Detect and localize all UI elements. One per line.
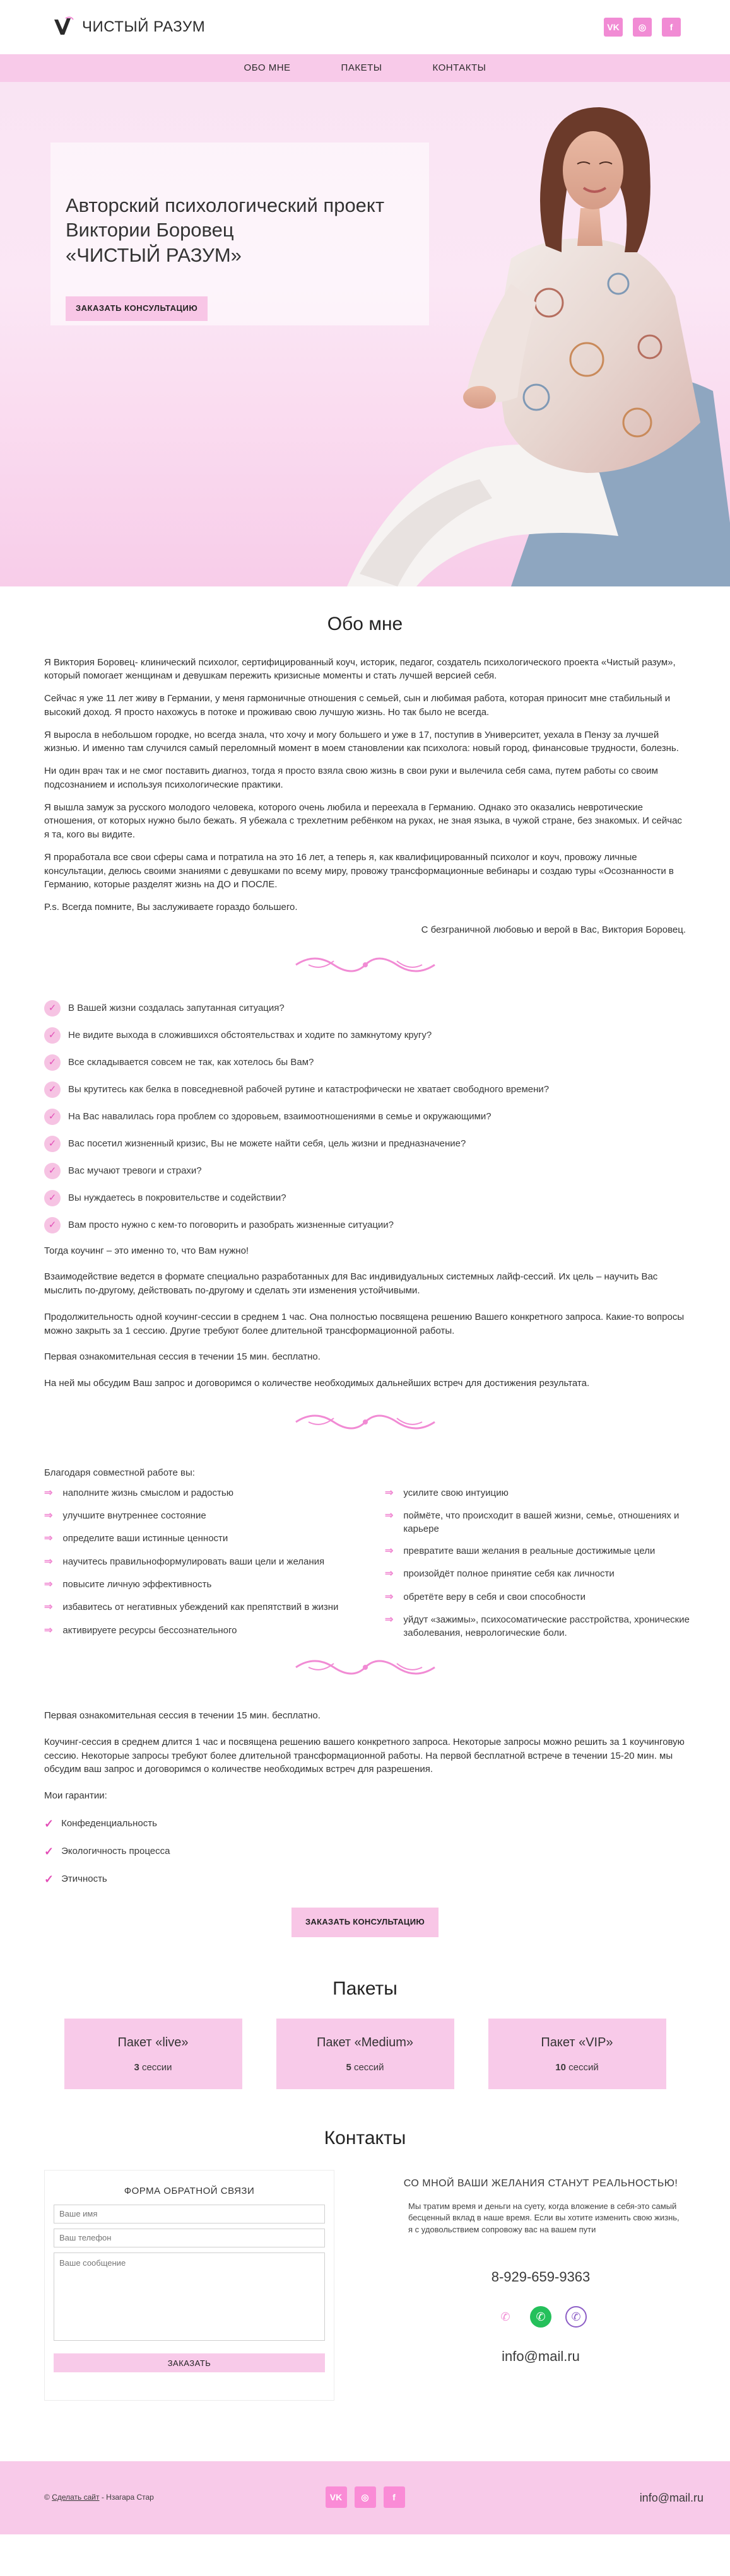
contact-headline: СО МНОЙ ВАШИ ЖЕЛАНИЯ СТАНУТ РЕАЛЬНОСТЬЮ! bbox=[403, 2177, 678, 2189]
about-section bbox=[0, 586, 730, 937]
facebook-icon[interactable]: f bbox=[384, 2486, 405, 2508]
hero-title-line1: Авторский психологический проект bbox=[66, 194, 385, 216]
facebook-icon[interactable]: f bbox=[662, 18, 681, 37]
check-icon: ✓ bbox=[44, 1217, 61, 1233]
problem-item: ✓ Вам просто нужно с кем-то поговорить и разобрать жизненные ситуации? bbox=[44, 1217, 686, 1233]
footer-socials bbox=[326, 2486, 405, 2508]
hero-title bbox=[66, 193, 414, 267]
problem-item: ✓ Вас мучают тревоги и страхи? bbox=[44, 1163, 686, 1179]
benefits-left-column bbox=[44, 1486, 372, 1649]
phone-input[interactable] bbox=[54, 2229, 325, 2247]
arrow-right-icon: ⇒ bbox=[44, 1487, 53, 1498]
nav-item-contacts[interactable]: КОНТАКТЫ bbox=[432, 62, 486, 74]
benefit-item: ⇒ превратите ваши желания в реальные достижимые цели bbox=[385, 1544, 700, 1558]
about-paragraph: Я выросла в небольшом городке, но всегда знала, что хочу и могу большего и уже в 17, поступив в Университет, уехала в Пензу за лучшей жизнью. И именно там случился самый переломный момент в моем становлении как психолога: новый город, финансовые трудности, болезнь. bbox=[44, 729, 679, 754]
problem-item: ✓ Вы нуждаетесь в покровительстве и содействии? bbox=[44, 1190, 686, 1206]
contact-text: Мы тратим время и деньги на суету, когда вложение в себя-это самый бесценный вклад в наше время. Если вы хотите изменить свою жизнь, я с удовольствием сопровожу вас на вашем пути bbox=[408, 2201, 680, 2234]
check-icon: ✓ bbox=[44, 1136, 61, 1152]
about-paragraph: Ни один врач так и не смог поставить диагноз, тогда я просто взяла свою жизнь в свои руки и вылечила себя сама, путем работы со своим подсознанием и используя психологические практики. bbox=[44, 766, 658, 790]
problem-item: ✓ Все складывается совсем не так, как хотелось бы Вам? bbox=[44, 1054, 686, 1071]
about-paragraph: Я Виктория Боровец- клинический психолог, сертифицированный коуч, историк, педагог, создатель психологического проекта «Чистый разум», который помогает женщинам и девушкам пережить кризисные моменты и стать лучшей версией себя. bbox=[44, 656, 676, 682]
problem-item: ✓ На Вас навалилась гора проблем со здоровьем, взаимоотношениями в семье и окружающими? bbox=[44, 1109, 686, 1125]
check-icon: ✓ bbox=[44, 1873, 54, 1885]
about-paragraph: P.s. Всегда помните, Вы заслуживаете гораздо большего. bbox=[44, 902, 298, 912]
main-nav bbox=[0, 54, 730, 82]
problem-item: ✓ Вы крутитесь как белка в повседневной рабочей рутине и катастрофически не хватает свободного времени? bbox=[44, 1081, 686, 1098]
whatsapp-icon[interactable]: ✆ bbox=[530, 2306, 551, 2328]
arrow-right-icon: ⇒ bbox=[44, 1579, 53, 1590]
packets-row bbox=[0, 2019, 730, 2089]
order-consultation-button[interactable]: ЗАКАЗАТЬ КОНСУЛЬТАЦИЮ bbox=[291, 1908, 439, 1937]
logo[interactable] bbox=[52, 16, 205, 38]
coaching-text: Продолжительность одной коучинг-сессии в среднем 1 час. Она полностью посвящена решению Вашего конкретного запроса. Какие-то вопросы можно закрыть за 1 сессию. Другие требуют более длительной трансформационной работы. bbox=[44, 1311, 685, 1336]
form-title: ФОРМА ОБРАТНОЙ СВЯЗИ bbox=[124, 2185, 255, 2196]
packet-name: Пакет «VIP» bbox=[541, 2036, 613, 2050]
instagram-icon[interactable]: ◎ bbox=[633, 18, 652, 37]
benefits-section bbox=[0, 1441, 730, 1648]
guarantee-item: ✓ Экологичность процесса bbox=[44, 1843, 686, 1860]
problems-section bbox=[0, 984, 730, 1390]
benefit-item: ⇒ наполните жизнь смыслом и радостью bbox=[44, 1486, 372, 1500]
guarantee-item: ✓ Этичность bbox=[44, 1871, 686, 1887]
packets-title: Пакеты bbox=[333, 1978, 397, 1999]
contact-info bbox=[396, 2170, 686, 2401]
about-paragraph: Сейчас я уже 11 лет живу в Германии, у меня гармоничные отношения с семьей, сын и любимая работа, которая приносит мне стабильный и высокий доход. Я просто нахожусь в потоке и проживаю свою лучшую жизнь. Но так было не всегда. bbox=[44, 693, 671, 718]
arrow-right-icon: ⇒ bbox=[385, 1510, 394, 1521]
viber-icon[interactable]: ✆ bbox=[565, 2306, 587, 2328]
footer-copyright: © Сделать сайт - Нзагара Стар bbox=[44, 2493, 154, 2502]
ornament-divider bbox=[0, 1648, 730, 1686]
hero-title-line3: «ЧИСТЫЙ РАЗУМ» bbox=[66, 243, 242, 266]
about-title: Обо мне bbox=[327, 614, 403, 634]
coaching-text: Взаимодействие ведется в формате специально разработанных для Вас индивидуальных системных лайф-сессий. Их цель – научить Вас мыслить по-другому, действовать по-другому и сделать эти изменения устойчивыми. bbox=[44, 1271, 658, 1296]
nav-item-packets[interactable]: ПАКЕТЫ bbox=[341, 62, 382, 74]
arrow-right-icon: ⇒ bbox=[44, 1556, 53, 1567]
benefit-item: ⇒ определите ваши истинные ценности bbox=[44, 1532, 372, 1546]
vk-icon[interactable]: VK bbox=[604, 18, 623, 37]
packets-section bbox=[0, 1937, 730, 2090]
guarantees-title: Мои гарантии: bbox=[44, 1790, 107, 1802]
benefits-right-column bbox=[385, 1486, 700, 1649]
session-text: Первая ознакомительная сессия в течении 15 мин. бесплатно. bbox=[44, 1710, 321, 1722]
problem-item: ✓ Вас посетил жизненный кризис, Вы не можете найти себя, цель жизни и предназначение? bbox=[44, 1136, 686, 1152]
packet-name: Пакет «Medium» bbox=[316, 2036, 414, 2050]
instagram-icon[interactable]: ◎ bbox=[355, 2486, 376, 2508]
header-socials bbox=[604, 18, 681, 37]
contacts-section bbox=[0, 2089, 730, 2401]
check-icon: ✓ bbox=[44, 1109, 61, 1125]
ornament-icon bbox=[290, 952, 441, 977]
problem-item: ✓ В Вашей жизни создалась запутанная ситуация? bbox=[44, 1000, 686, 1017]
submit-button[interactable]: ЗАКАЗАТЬ bbox=[54, 2353, 325, 2372]
packet-sessions: 10 сессий bbox=[555, 2062, 599, 2073]
benefit-item: ⇒ поймёте, что происходит в вашей жизни, семье, отношениях и карьере bbox=[385, 1510, 680, 1534]
packet-card-vip[interactable] bbox=[488, 2019, 666, 2089]
message-textarea[interactable] bbox=[54, 2253, 325, 2341]
benefits-intro: Благодаря совместной работе вы: bbox=[44, 1467, 195, 1478]
benefits-grid bbox=[44, 1486, 690, 1649]
about-paragraph: Я проработала все свои сферы сама и потратила на это 16 лет, а теперь я, как квалифицированный психолог и коуч, провожу личные консультации, делюсь своими знаниями с девушками по всему миру, провожу трансформационные вебинары и создаю туры «Осознанности в Германию, которые разделят жизнь на ДО и ПОСЛЕ. bbox=[44, 851, 674, 890]
header bbox=[0, 0, 730, 54]
arrow-right-icon: ⇒ bbox=[44, 1602, 53, 1613]
messenger-icons bbox=[396, 2306, 686, 2328]
benefit-item: ⇒ активируете ресурсы бессознательного bbox=[44, 1624, 372, 1638]
arrow-right-icon: ⇒ bbox=[385, 1568, 394, 1580]
packet-sessions: 5 сессий bbox=[346, 2062, 384, 2073]
session-section bbox=[0, 1686, 730, 1937]
check-icon: ✓ bbox=[44, 1000, 61, 1017]
benefit-item: ⇒ научитесь правильноформулировать ваши цели и желания bbox=[44, 1555, 372, 1569]
packet-card-medium[interactable] bbox=[276, 2019, 454, 2089]
check-icon: ✓ bbox=[44, 1817, 54, 1830]
benefit-item: ⇒ усилите свою интуицию bbox=[385, 1486, 700, 1500]
packet-sessions: 3 сессии bbox=[134, 2062, 172, 2073]
coaching-text: Первая ознакомительная сессия в течении 15 мин. бесплатно. bbox=[44, 1351, 321, 1363]
arrow-right-icon: ⇒ bbox=[44, 1533, 53, 1544]
name-input[interactable] bbox=[54, 2205, 325, 2223]
arrow-right-icon: ⇒ bbox=[385, 1487, 394, 1498]
packet-name: Пакет «live» bbox=[117, 2036, 189, 2050]
contact-phone[interactable]: 8-929-659-9363 bbox=[491, 2268, 591, 2285]
packet-card-live[interactable] bbox=[64, 2019, 242, 2089]
hero-title-line2: Виктории Боровец bbox=[66, 219, 234, 242]
vk-icon[interactable]: VK bbox=[326, 2486, 347, 2508]
check-icon: ✓ bbox=[44, 1163, 61, 1179]
nav-item-about[interactable]: ОБО МНЕ bbox=[244, 62, 291, 74]
session-text: Коучинг-сессия в среднем длится 1 час и посвящена решению вашего конкретного запроса. Некоторые запросы можно решить за 1 коучинговую сессию. Некоторые запросы требуют более длительной трансформационной работы. На первой бесплатной встрече в течении 15-20 мин. мы обсудим ваш запрос и договоримся о количестве необходимых встреч для разрешения. bbox=[44, 1736, 685, 1775]
logo-text: ЧИСТЫЙ РАЗУМ bbox=[82, 18, 206, 35]
benefit-item: ⇒ произойдёт полное принятие себя как личности bbox=[385, 1567, 700, 1581]
benefit-item: ⇒ уйдут «зажимы», психосоматические расстройства, хронические заболевания, неврологические боли. bbox=[385, 1614, 690, 1639]
feedback-form bbox=[44, 2170, 334, 2401]
check-icon: ✓ bbox=[44, 1054, 61, 1071]
phone-icon[interactable]: ✆ bbox=[500, 2310, 510, 2323]
arrow-right-icon: ⇒ bbox=[385, 1591, 394, 1602]
benefit-item: ⇒ повысите личную эффективность bbox=[44, 1578, 372, 1592]
arrow-right-icon: ⇒ bbox=[44, 1624, 53, 1636]
contacts-row bbox=[0, 2170, 730, 2401]
coaching-text: На ней мы обсудим Ваш запрос и договоримся о количестве необходимых дальнейших встреч для достижения результата. bbox=[44, 1378, 590, 1389]
footer-link[interactable]: Сделать сайт bbox=[52, 2493, 100, 2502]
logo-v-icon bbox=[52, 16, 74, 38]
check-icon: ✓ bbox=[44, 1190, 61, 1206]
order-button-wrap bbox=[44, 1908, 686, 1937]
guarantee-item: ✓ Конфеденциальность bbox=[44, 1815, 686, 1832]
about-signature: С безграничной любовью и верой в Вас, Виктория Боровец. bbox=[421, 924, 686, 935]
check-icon: ✓ bbox=[44, 1081, 61, 1098]
ornament-icon bbox=[290, 1409, 441, 1435]
contact-email[interactable]: info@mail.ru bbox=[502, 2348, 580, 2364]
hero-order-button[interactable]: ЗАКАЗАТЬ КОНСУЛЬТАЦИЮ bbox=[66, 296, 208, 321]
ornament-divider bbox=[0, 946, 730, 984]
problem-item: ✓ Не видите выхода в сложившихся обстоятельствах и ходите по замкнутому кругу? bbox=[44, 1027, 686, 1044]
arrow-right-icon: ⇒ bbox=[385, 1614, 394, 1626]
arrow-right-icon: ⇒ bbox=[44, 1510, 53, 1521]
footer bbox=[0, 2461, 730, 2534]
coaching-text: Тогда коучинг – это именно то, что Вам нужно! bbox=[44, 1245, 249, 1256]
benefit-item: ⇒ улучшите внутреннее состояние bbox=[44, 1509, 372, 1523]
hero-card bbox=[50, 143, 429, 325]
footer-email[interactable]: info@mail.ru bbox=[639, 2491, 704, 2504]
ornament-divider bbox=[0, 1403, 730, 1441]
check-icon: ✓ bbox=[44, 1845, 54, 1858]
benefit-item: ⇒ избавитесь от негативных убеждений как препятствий в жизни bbox=[44, 1600, 372, 1614]
arrow-right-icon: ⇒ bbox=[385, 1545, 394, 1556]
check-icon: ✓ bbox=[44, 1027, 61, 1044]
contacts-title: Контакты bbox=[324, 2128, 406, 2149]
about-paragraph: Я вышла замуж за русского молодого человека, которого очень любила и переехала в Германию. Однако это оказались невротические отношения, от которых нужно было бежать. Я убежала с трехлетним ребёнком на руках, не зная языка, в чужой стране, без знакомых. И сейчас я та, кого вы видите. bbox=[44, 801, 682, 840]
hero-section bbox=[0, 82, 730, 586]
ornament-icon bbox=[290, 1655, 441, 1680]
benefit-item: ⇒ обретёте веру в себя и свои способности bbox=[385, 1590, 700, 1604]
